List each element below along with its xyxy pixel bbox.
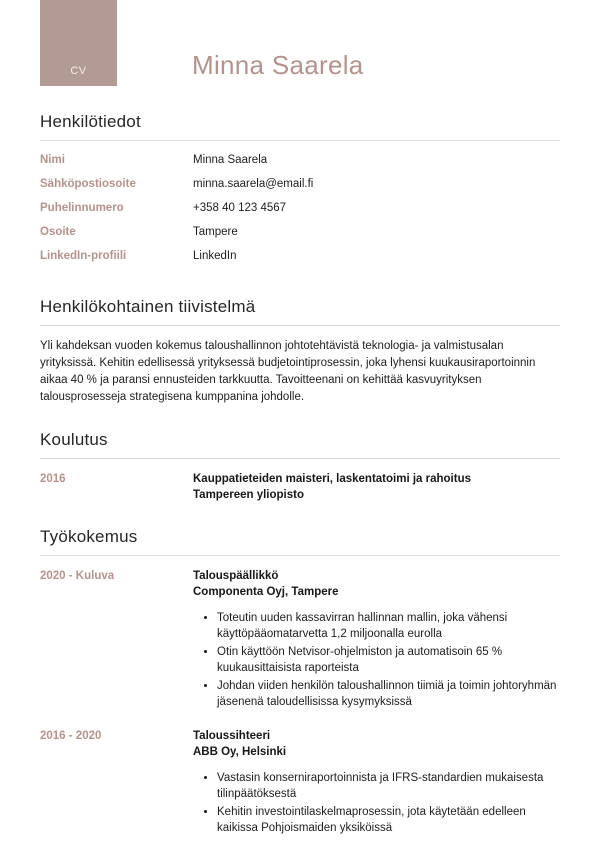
- contact-value: minna.saarela@email.fi: [193, 178, 314, 190]
- section-divider: [40, 555, 560, 556]
- section-experience: [40, 527, 560, 838]
- cv-badge-label: CV: [70, 65, 87, 77]
- experience-bullet: • Otin käyttöön Netvisor-ohjelmiston ja automatisoin 65 % kuukausittaisista raporteista: [217, 644, 560, 676]
- experience-period: 2020 - Kuluva: [40, 570, 115, 582]
- experience-bullet: • Kehitin investointilaskelmaprosessin, jota käytetään edelleen kaikissa Pohjoismaiden yksiköissä: [217, 804, 560, 836]
- experience-bullet: • Vastasin konserniraportoinnista ja IFRS-standardien mukaisesta tilinpäätöksestä: [217, 770, 560, 802]
- experience-company: ABB Oy, Helsinki: [193, 746, 287, 758]
- contact-value: Minna Saarela: [193, 154, 268, 166]
- experience-role: Taloussihteeri: [193, 730, 271, 742]
- experience-details: [193, 728, 560, 838]
- section-education: [40, 430, 560, 503]
- personal-details-heading: Henkilötiedot: [40, 112, 141, 131]
- contact-row-phone: [40, 201, 560, 225]
- experience-bullet: • Johdan viiden henkilön taloushallinnon tiimiä ja toimin johtoryhmän jäsenenä taloudellisissa kysymyksissä: [217, 678, 560, 710]
- experience-entry-2: [40, 728, 560, 838]
- contact-row-linkedin: [40, 249, 560, 273]
- contact-label: Puhelinnumero: [40, 202, 124, 214]
- education-institution: Tampereen yliopisto: [193, 489, 304, 501]
- education-details: [193, 471, 560, 503]
- section-divider: [40, 140, 560, 141]
- experience-entry-1: [40, 568, 560, 712]
- summary-heading: Henkilökohtainen tiivistelmä: [40, 297, 256, 316]
- contact-value: +358 40 123 4567: [193, 202, 287, 214]
- experience-bullet-list: [193, 770, 560, 836]
- experience-bullet: • Toteutin uuden kassavirran hallinnan mallin, joka vähensi käyttöpääomatarvetta 1,2 miljoonalla eurolla: [217, 610, 560, 642]
- contact-rows: [40, 153, 560, 273]
- contact-label: Osoite: [40, 226, 76, 238]
- contact-label: Sähköpostiosoite: [40, 178, 136, 190]
- summary-paragraph: Yli kahdeksan vuoden kokemus taloushallinnon johtotehtävistä teknologia- ja valmistusalan yrityksissä. Kehitin edellisessä yrityksessä budjetointiprosessin, joka lyhensi kuukausiraportoinnin aikaa 40 % ja paransi ennusteiden tarkkuutta. Tavoitteenani on kehittää kasvuyrityksen talousprosesseja strategisena kumppanina johdolle.: [40, 340, 536, 403]
- contact-row-email: [40, 177, 560, 201]
- experience-company: Componenta Oyj, Tampere: [193, 586, 339, 598]
- contact-row-address: [40, 225, 560, 249]
- education-degree: Kauppatieteiden maisteri, laskentatoimi ja rahoitus: [193, 473, 471, 485]
- section-divider: [40, 458, 560, 459]
- experience-heading: Työkokemus: [40, 527, 138, 546]
- page-title: Minna Saarela: [192, 50, 364, 80]
- experience-details: [193, 568, 560, 712]
- contact-value-linkedin: LinkedIn: [193, 250, 237, 262]
- experience-role: Talouspäällikkö: [193, 570, 279, 582]
- cv-header: [0, 0, 600, 88]
- contact-value: Tampere: [193, 226, 238, 238]
- education-heading: Koulutus: [40, 430, 108, 449]
- cv-badge: [40, 0, 117, 86]
- experience-bullet-list: [193, 610, 560, 710]
- contact-label: LinkedIn-profiili: [40, 250, 127, 262]
- contact-row-name: [40, 153, 560, 177]
- section-personal-details: [40, 112, 560, 273]
- contact-label: Nimi: [40, 154, 65, 166]
- education-entry: [40, 471, 560, 503]
- section-divider: [40, 325, 560, 326]
- section-summary: [40, 297, 560, 406]
- experience-period: 2016 - 2020: [40, 730, 102, 742]
- education-period: 2016: [40, 473, 66, 485]
